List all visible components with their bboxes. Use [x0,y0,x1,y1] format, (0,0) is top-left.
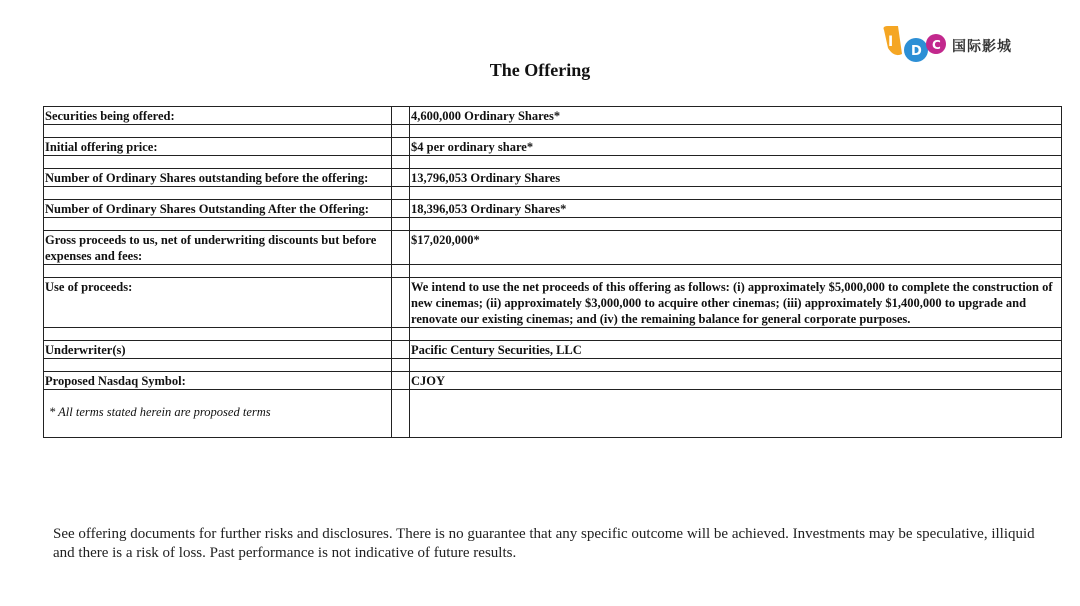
row-label: Number of Ordinary Shares outstanding before the offering: [44,169,392,187]
disclaimer: See offering documents for further risks and disclosures. There is no guarantee that any specific outcome will be achieved. Investments may be speculative, illiquid and there is a risk of loss. Past performance is not indicative of future results. [53,526,1035,561]
row-value: 13,796,053 Ordinary Shares [410,169,1062,187]
row-label: Gross proceeds to us, net of underwriting discounts but before expenses and fees: [44,231,392,265]
logo-letter-d: D [911,44,922,59]
logo-letter-c: C [932,38,941,52]
footnote: * All terms stated herein are proposed terms [44,390,392,438]
row-label: Securities being offered: [44,107,392,125]
row-label: Underwriter(s) [44,341,392,359]
row-label: Number of Ordinary Shares Outstanding After the Offering: [44,200,392,218]
row-value: Pacific Century Securities, LLC [410,341,1062,359]
row-label: Proposed Nasdaq Symbol: [44,372,392,390]
logo-icon [880,24,950,68]
row-value: $4 per ordinary share* [410,138,1062,156]
table-row [44,107,1062,125]
row-value: 4,600,000 Ordinary Shares* [410,107,1062,125]
table-row [44,169,1062,187]
table-row [44,372,1062,390]
table-row [44,200,1062,218]
row-value: We intend to use the net proceeds of this offering as follows: (i) approximately $5,000,000 to complete the construction of new cinemas; (ii) approximately $3,000,000 to acquire other cinemas; (iii) approximately $1,400,000 to upgrade and renovate our existing cinemas; and (iv) the remaining balance for general corporate purposes. [410,278,1062,328]
row-value: $17,020,000* [410,231,1062,265]
table-row [44,278,1062,328]
row-label: Use of proceeds: [44,278,392,328]
page-title: The Offering [489,60,591,80]
table-row [44,231,1062,265]
row-label: Initial offering price: [44,138,392,156]
offering-table [43,106,1062,438]
row-value: 18,396,053 Ordinary Shares* [410,200,1062,218]
table-row [44,341,1062,359]
logo-text: 国际影城 [952,39,1012,55]
company-logo [880,24,1040,68]
logo-letter-i: I [888,34,894,50]
row-value: CJOY [410,372,1062,390]
table-row [44,138,1062,156]
